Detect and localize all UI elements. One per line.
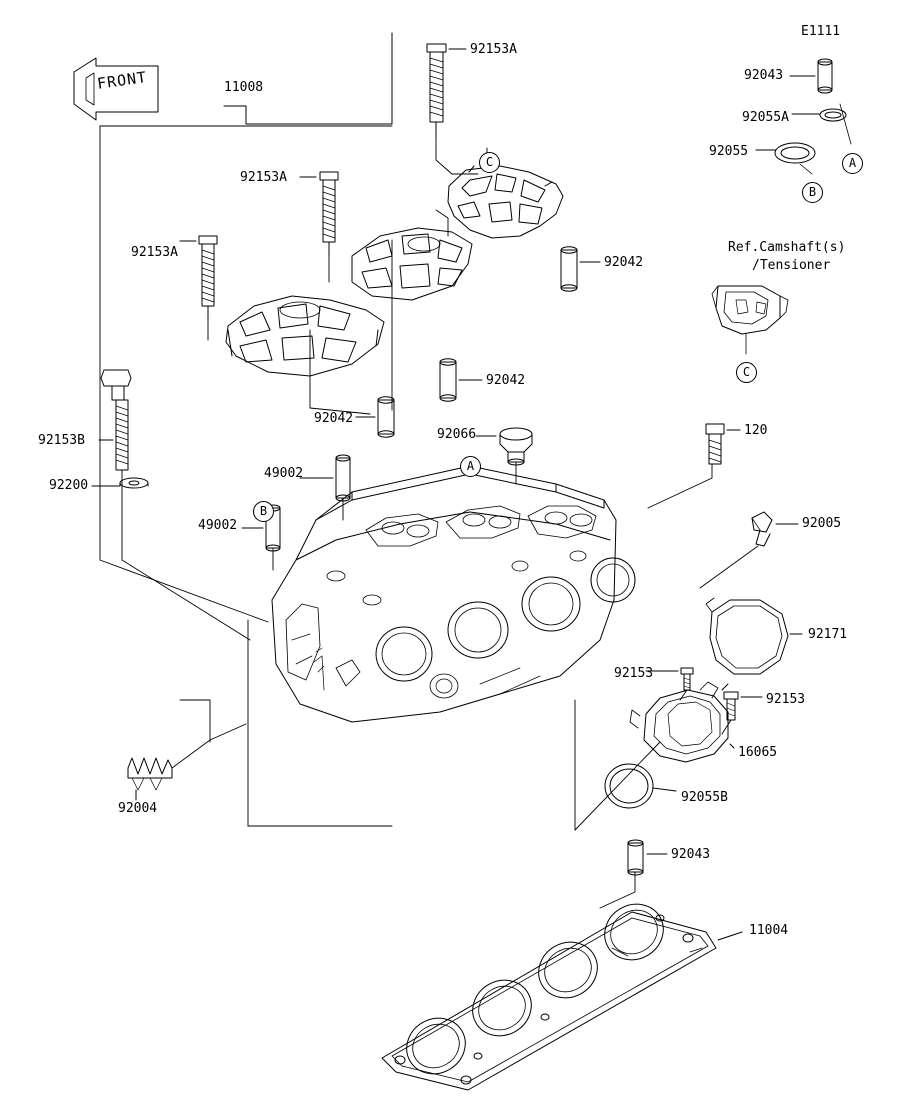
ref-camshaft-note-line2: /Tensioner — [752, 258, 831, 273]
callout-11004: 11004 — [749, 923, 789, 938]
callout-92153b: 92153B — [38, 433, 85, 448]
balloon-a-head: A — [460, 456, 481, 477]
sheet-code: E1111 — [801, 24, 841, 39]
callout-92055a: 92055A — [742, 110, 789, 125]
balloon-c-ref: C — [736, 362, 757, 383]
callout-92042-right: 92042 — [604, 255, 644, 270]
front-marker-label: FRONT — [96, 68, 149, 93]
callout-92200: 92200 — [49, 478, 89, 493]
callout-92005: 92005 — [802, 516, 842, 531]
callout-16065: 16065 — [738, 745, 778, 760]
callout-92043-upper: 92043 — [744, 68, 784, 83]
callout-92153a-mid: 92153A — [240, 170, 287, 185]
callout-11008: 11008 — [224, 80, 264, 95]
callout-120: 120 — [744, 423, 768, 438]
callout-92042-left: 92042 — [314, 411, 354, 426]
balloon-a-right: A — [842, 153, 863, 174]
ref-camshaft-note-line1: Ref.Camshaft(s) — [728, 240, 846, 255]
callout-92042-center: 92042 — [486, 373, 526, 388]
callout-92153-right: 92153 — [766, 692, 806, 707]
callout-49002-upper: 49002 — [264, 466, 304, 481]
balloon-b-head: B — [253, 501, 274, 522]
balloon-c-top: C — [479, 152, 500, 173]
balloon-b-right: B — [802, 182, 823, 203]
callout-92171: 92171 — [808, 627, 848, 642]
callout-92153-left: 92153 — [614, 666, 654, 681]
callout-92004: 92004 — [118, 801, 158, 816]
callout-92066: 92066 — [437, 427, 477, 442]
callout-92055: 92055 — [709, 144, 749, 159]
callout-92153a-left: 92153A — [131, 245, 178, 260]
callout-92043-lower: 92043 — [671, 847, 711, 862]
callout-92153a-top: 92153A — [470, 42, 517, 57]
callout-49002-lower: 49002 — [198, 518, 238, 533]
callout-92055b: 92055B — [681, 790, 728, 805]
